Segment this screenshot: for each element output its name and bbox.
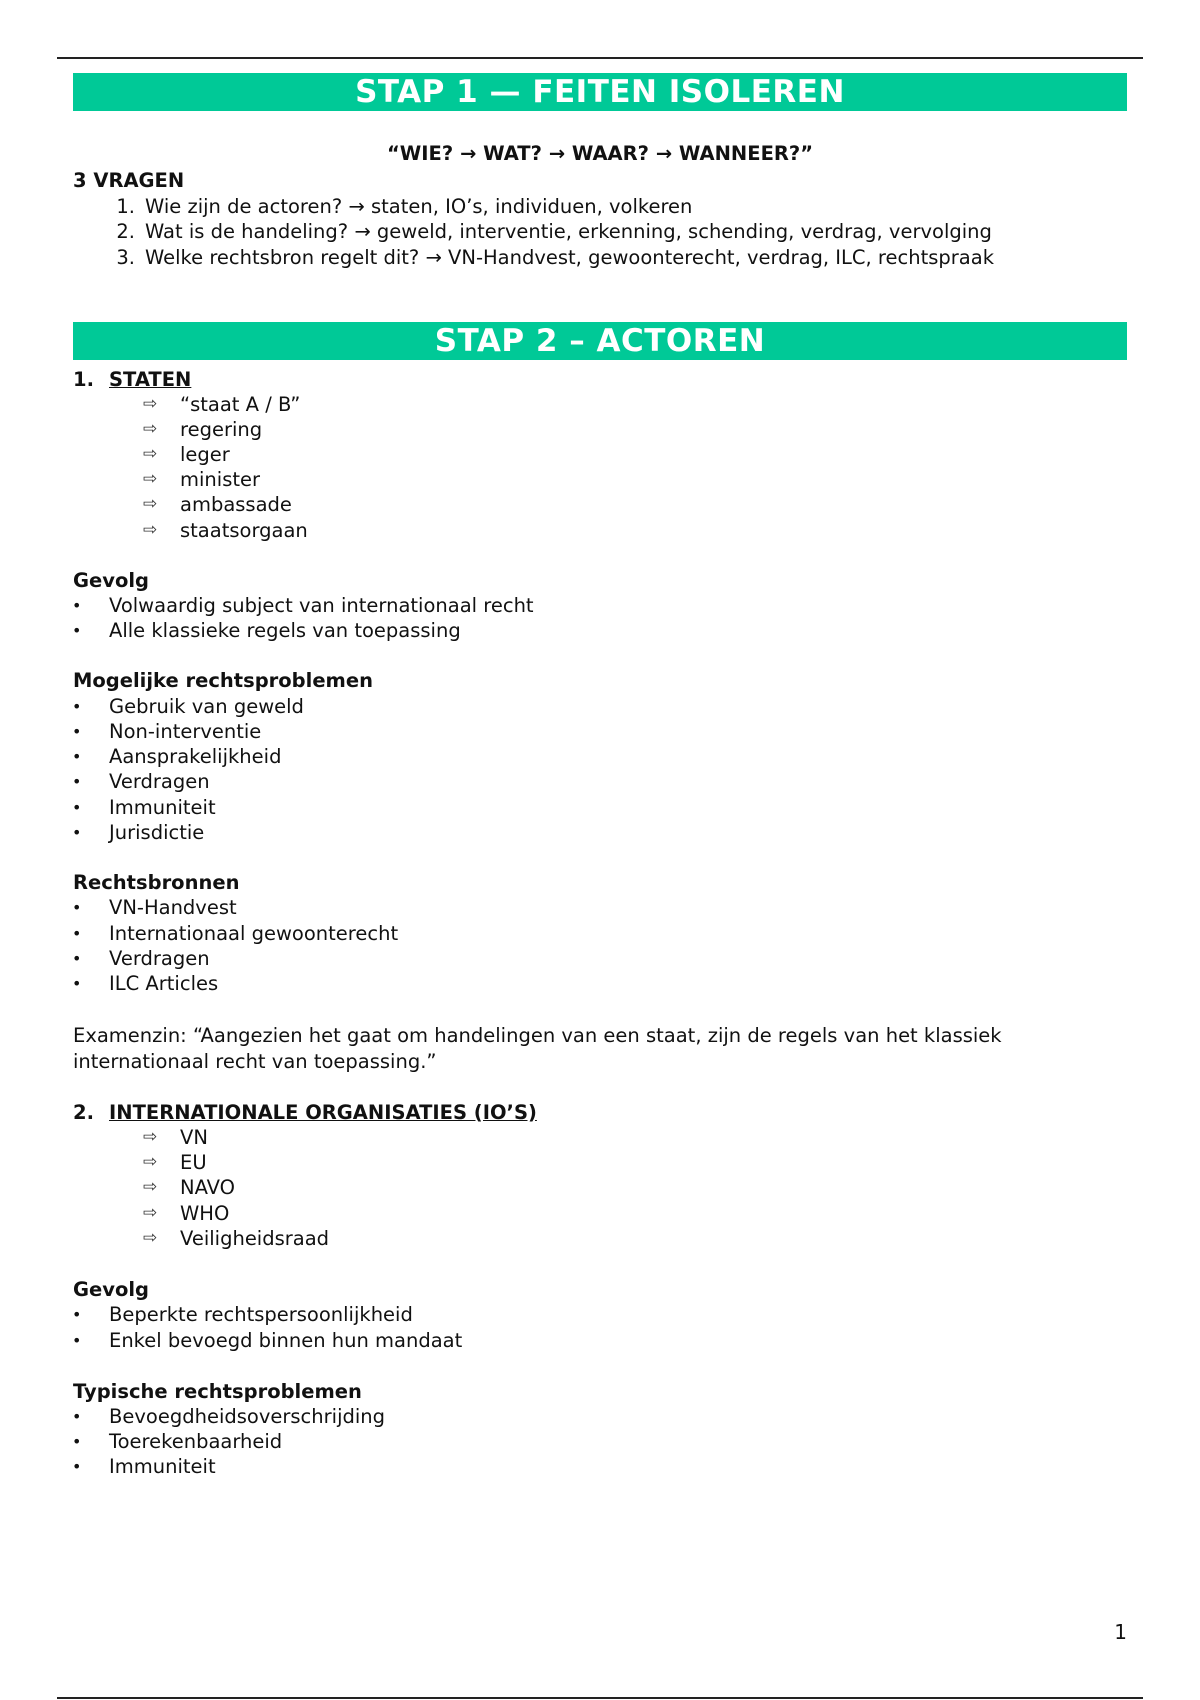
bottom-rule	[57, 1697, 1143, 1699]
bullet-icon: •	[72, 621, 82, 640]
page-number: 1	[1114, 1620, 1127, 1644]
arrow-icon: ⇨	[143, 1228, 158, 1248]
item-number: 2.	[116, 220, 135, 243]
arrow-icon: ⇨	[143, 1152, 158, 1172]
bullet-icon: •	[72, 823, 82, 842]
arrow-icon: ⇨	[143, 444, 158, 464]
bullet-icon: •	[72, 722, 82, 741]
item-number: 1.	[116, 195, 135, 218]
section-title: INTERNATIONALE ORGANISATIES (IO’S)	[109, 1101, 537, 1124]
examenzin-line1: Examenzin: “Aangezien het gaat om handelingen van een staat, zijn de regels van het klassiek	[73, 1024, 1002, 1047]
gevolg-heading: Gevolg	[73, 569, 149, 592]
stap2-banner: STAP 2 – ACTOREN	[73, 322, 1127, 360]
section-number: 2.	[73, 1101, 94, 1124]
bullet-icon: •	[72, 1432, 82, 1451]
problemen-heading: Mogelijke rechtsproblemen	[73, 669, 373, 692]
item-number: 3.	[116, 246, 135, 269]
arrow-icon: ⇨	[143, 469, 158, 489]
bullet-icon: •	[72, 924, 82, 943]
top-rule	[57, 57, 1143, 59]
arrow-icon: ⇨	[143, 1177, 158, 1197]
bullet-icon: •	[72, 1457, 82, 1476]
problemen-heading: Typische rechtsproblemen	[73, 1380, 362, 1403]
arrow-icon: ⇨	[143, 494, 158, 514]
item-text: Wie zijn de actoren? → staten, IO’s, individuen, volkeren	[145, 195, 693, 218]
arrow-icon: ⇨	[143, 520, 158, 540]
bullet-icon: •	[72, 798, 82, 817]
bullet-icon: •	[72, 974, 82, 993]
bullet-icon: •	[72, 898, 82, 917]
bullet-icon: •	[72, 596, 82, 615]
bullet-icon: •	[72, 1331, 82, 1350]
item-text: Wat is de handeling? → geweld, interventie, erkenning, schending, verdrag, vervolging	[145, 220, 992, 243]
arrow-icon: ⇨	[143, 394, 158, 414]
bullet-icon: •	[72, 1407, 82, 1426]
stap1-heading: 3 VRAGEN	[73, 169, 185, 192]
examenzin-line2: internationaal recht van toepassing.”	[73, 1050, 437, 1073]
gevolg-heading: Gevolg	[73, 1278, 149, 1301]
bullet-icon: •	[72, 772, 82, 791]
arrow-icon: ⇨	[143, 419, 158, 439]
section-number: 1.	[73, 368, 94, 391]
bronnen-heading: Rechtsbronnen	[73, 871, 240, 894]
arrow-icon: ⇨	[143, 1127, 158, 1147]
bullet-icon: •	[72, 747, 82, 766]
section-title: STATEN	[109, 368, 192, 391]
stap1-banner: STAP 1 — FEITEN ISOLEREN	[73, 73, 1127, 111]
arrow-icon: ⇨	[143, 1203, 158, 1223]
bullet-icon: •	[72, 1305, 82, 1324]
bullet-icon: •	[72, 949, 82, 968]
item-text: Welke rechtsbron regelt dit? → VN-Handvest, gewoonterecht, verdrag, ILC, rechtspraak	[145, 246, 994, 269]
bullet-icon: •	[72, 697, 82, 716]
stap1-quote: “WIE? → WAT? → WAAR? → WANNEER?”	[386, 142, 814, 165]
